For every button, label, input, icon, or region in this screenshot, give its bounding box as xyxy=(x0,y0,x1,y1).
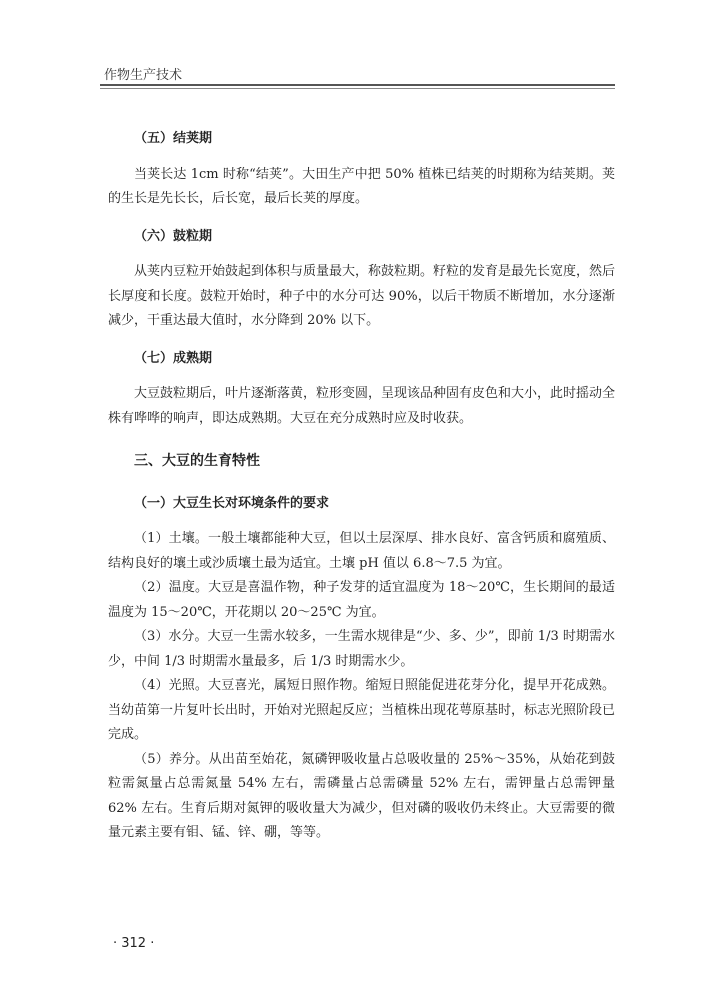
paragraph: 从荚内豆粒开始鼓起到体积与质量最大，称鼓粒期。籽粒的发育是最先长宽度，然后长厚度和长度。鼓粒开始时，种子中的水分可达 90%，以后干物质不断增加，水分逐渐减少，干重达最大值时，水分降到 20% 以下。 xyxy=(108,264,616,328)
paragraph: 当荚长达 1cm 时称“结荚”。大田生产中把 50% 植株已结荚的时期称为结荚期。荚的生长是先长长，后长宽，最后长荚的厚度。 xyxy=(108,166,615,206)
section-heading-7: （七）成熟期 xyxy=(134,350,213,366)
paragraph-temperature: （2）温度。大豆是喜温作物，种子发芽的适宜温度为 18～20℃，生长期间的最适温度为 15～20℃，开花期以 20～25℃ 为宜。 xyxy=(108,580,615,620)
header-rule-thick xyxy=(100,84,615,86)
header-rule-thin xyxy=(100,88,615,89)
section-heading-6: （六）鼓粒期 xyxy=(134,228,213,244)
section-heading-5: （五）结荚期 xyxy=(134,131,213,146)
paragraph-light: （4）光照。大豆喜光，属短日照作物。缩短日照能促进花芽分化，提早开花成熟。当幼苗第一片复叶长出时，开始对光照起反应；当植株出现花萼原基时，标志光照阶段已完成。 xyxy=(108,678,616,742)
chapter-heading: 三、大豆的生育特性 xyxy=(134,453,260,469)
paragraph-nutrients: （5）养分。从出苗至始花，氮磷钾吸收量占总吸收量的 25%～35%，从始花到鼓粒需氮量占总需氮量 54% 左右，需磷量占总需磷量 52% 左右，需钾量占总需钾量 62% 左右。生育后期对氮钾的吸收量大为减少，但对磷的吸收仍未终止。大豆需要的微量元素主要有钼、锰、锌、硼，等等。 xyxy=(108,751,615,840)
paragraph: 大豆鼓粒期后，叶片逐渐落黄，粒形变圆，呈现该品种固有皮色和大小，此时摇动全株有哗哗的响声，即达成熟期。大豆在充分成熟时应及时收获。 xyxy=(108,386,616,426)
paragraph-water: （3）水分。大豆一生需水较多，一生需水规律是“少、多、少”，即前 1/3 时期需水少，中间 1/3 时期需水量最多，后 1/3 时期需水少。 xyxy=(108,629,615,669)
page-body xyxy=(108,127,615,846)
paragraph-soil: （1）土壤。一般土壤都能种大豆，但以土层深厚、排水良好、富含钙质和腐殖质、结构良好的壤土或沙质壤土最为适宜。土壤 pH 值以 6.8～7.5 为宜。 xyxy=(108,531,615,571)
subsection-heading: （一）大豆生长对环境条件的要求 xyxy=(134,495,330,511)
page-number: · 312 · xyxy=(113,936,155,951)
running-header: 作物生产技术 xyxy=(104,68,183,83)
